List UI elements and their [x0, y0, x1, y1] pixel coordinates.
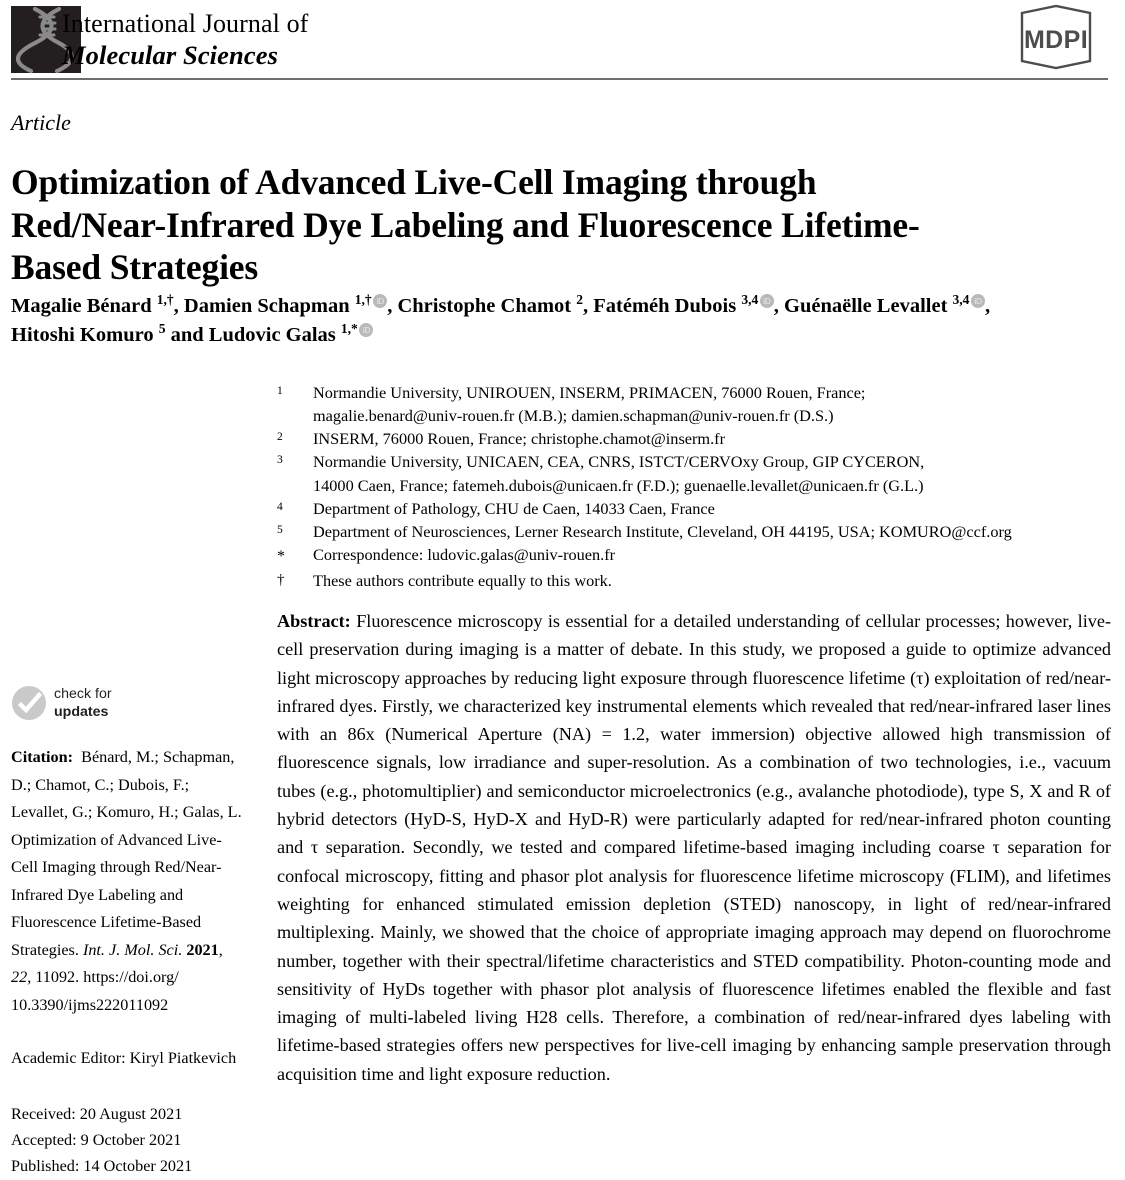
affiliation-marker: 1 — [277, 385, 283, 397]
abstract-label: Abstract: — [277, 611, 351, 631]
mdpi-logo — [1004, 4, 1108, 70]
article-type-label: Article — [11, 110, 71, 135]
sidebar — [11, 684, 243, 1180]
citation: Citation: Bénard, M.; Schapman, D.; Chamot, C.; Dubois, F.; Levallet, G.; Komuro, H.; Galas, L. Optimization of Advanced Live-Cell Imaging through Red/Near-Infrared Dye Labeling and Fluorescence Lifetime-Based Strategies. Int. J. Mol. Sci. 2021, 22, 11092. https://doi.org/ 10.3390/ijms222011092 — [11, 748, 242, 1014]
affiliation-text: Department of Pathology, CHU de Caen, 14033 Caen, France — [313, 498, 715, 518]
affiliation-marker: * — [277, 547, 285, 565]
affiliation-text: Normandie University, UNIROUEN, INSERM, PRIMACEN, 76000 Rouen, France; magalie.benard@univ-rouen.fr (M.B.); damien.schapman@univ-rouen.fr (D.S.) — [313, 381, 1111, 427]
journal-name — [62, 9, 308, 71]
journal-name-line2: Molecular Sciences — [62, 40, 278, 71]
affiliation-row — [277, 569, 1111, 592]
cfu-line1: check for — [54, 685, 112, 702]
affiliation-text: These authors contribute equally to this work. — [313, 570, 612, 590]
author-list — [11, 292, 1111, 350]
affiliation-marker: 3 — [277, 454, 283, 467]
header-divider — [11, 78, 1108, 80]
abstract-body: Fluorescence microscopy is essential for a detailed understanding of cellular processes; however, live-cell preservation during imaging is a matter of debate. In this study, we proposed a guide to optimize advanced light microscopy approaches by reducing light exposure through fluorescence lifetime (τ) exploitation of red/near-infrared dyes. Firstly, we characterized key instrumental elements which revealed that red/near-infrared laser lines with an 86x (Numerical Aperture (NA) = 1.2, water immersion) objective allowed high transmission of fluorescence signals, low irradiance and super-resolution. As a combination of two technologies, i.e., vacuum tubes (e.g., photomultiplier) and semiconductor microelectronics (e.g., avalanche photodiode), type S, X and R of hybrid detectors (HyD-S, HyD-X and HyD-R) were particularly adapted for red/near-infrared photon counting and τ separation. Secondly, we tested and compared lifetime-based imaging including coarse τ separation for confocal microscopy, fitting and phasor plot analysis for fluorescence lifetime microscopy (FLIM), and lifetimes weighting for enhanced stimulated emission depletion (STED) nanoscopy, in light of red/near-infrared multiplexing. Mainly, we showed that the choice of appropriate imaging approach may depend on fluorochrome number, together with their spectral/lifetime characteristics and STED compatibility. Photon-counting mode and sensitivity of HyDs together with phasor plot analysis of fluorescence lifetimes enabled the flexible and fast imaging of multi-labeled living H28 cells. Therefore, a combination of red/near-infrared dyes labeling with lifetime-based strategies offers new perspectives for live-cell imaging by enhancing sample preservation through acquisition time and light exposure reduction. — [277, 611, 1111, 1084]
affiliation-text: Correspondence: ludovic.galas@univ-rouen.fr — [313, 544, 616, 564]
page-header — [0, 0, 1125, 82]
page-title: Optimization of Advanced Live-Cell Imaging through Red/Near-Infrared Dye Labeling and Fluorescence Lifetime-Based Strategies — [11, 161, 920, 288]
affiliation-text: Department of Neurosciences, Lerner Research Institute, Cleveland, OH 44195, USA; KOMURO@ccf.org — [313, 521, 1012, 541]
orcid-icon[interactable] — [971, 294, 985, 308]
affiliation-marker: † — [277, 571, 285, 588]
academic-editor: Academic Editor: Kiryl Piatkevich — [11, 1049, 237, 1068]
affiliation-marker: 2 — [277, 431, 283, 444]
affiliation-row — [277, 497, 1111, 520]
orcid-icon[interactable] — [373, 294, 387, 308]
orcid-icon[interactable] — [760, 294, 774, 308]
author-line-2: Hitoshi Komuro $^5$ and Ludovic Galas $^{1,*}$iD — [11, 321, 1111, 350]
date-published: Published: 14 October 2021 — [11, 1157, 193, 1176]
affiliation-row — [277, 381, 1111, 427]
abstract — [277, 607, 1111, 1088]
journal-name-line1: International Journal of — [62, 9, 309, 38]
check-circle-icon — [11, 685, 47, 721]
date-accepted: Accepted: 9 October 2021 — [11, 1131, 182, 1150]
date-received: Received: 20 August 2021 — [11, 1104, 183, 1123]
affiliation-list — [277, 381, 1111, 592]
affiliation-marker: 5 — [277, 523, 283, 536]
affiliation-row — [277, 520, 1111, 543]
mdpi-hexagon-icon — [1004, 4, 1108, 70]
affiliation-row — [277, 427, 1111, 450]
publication-dates — [11, 1101, 243, 1180]
cfu-line2: updates — [54, 704, 109, 720]
affiliation-marker: 4 — [277, 500, 283, 513]
affiliation-text: Normandie University, UNICAEN, CEA, CNRS, ISTCT/CERVOxy Group, GIP CYCERON, 14000 Caen, France; fatemeh.dubois@unicaen.fr (F.D.); guenaelle.levallet@unicaen.fr (G.L.) — [313, 450, 1111, 496]
affiliation-row — [277, 450, 1111, 496]
check-for-updates-text — [54, 685, 112, 721]
svg-text:MDPI: MDPI — [1023, 26, 1089, 54]
affiliation-row — [277, 543, 1111, 569]
orcid-icon[interactable] — [359, 323, 373, 337]
check-for-updates-badge[interactable] — [11, 684, 243, 722]
affiliation-text: INSERM, 76000 Rouen, France; christophe.chamot@inserm.fr — [313, 429, 725, 449]
author-line-1: Magalie Bénard $^{1,\dagger}$, Damien Schapman $^{1,\dagger}$ iD , Christophe Chamot $^2$, Fatéméh Dubois $^{3,4}$ iD , Guénaëlle Levallet $^{3,4}$ iD , — [11, 292, 1111, 321]
affiliation-text-continued: 14000 Caen, France; fatemeh.dubois@unicaen.fr (F.D.); guenaelle.levallet@unicaen.fr (G.L.) — [313, 475, 924, 495]
affiliation-text-continued: magalie.benard@univ-rouen.fr (M.B.); damien.schapman@univ-rouen.fr (D.S.) — [313, 406, 834, 426]
